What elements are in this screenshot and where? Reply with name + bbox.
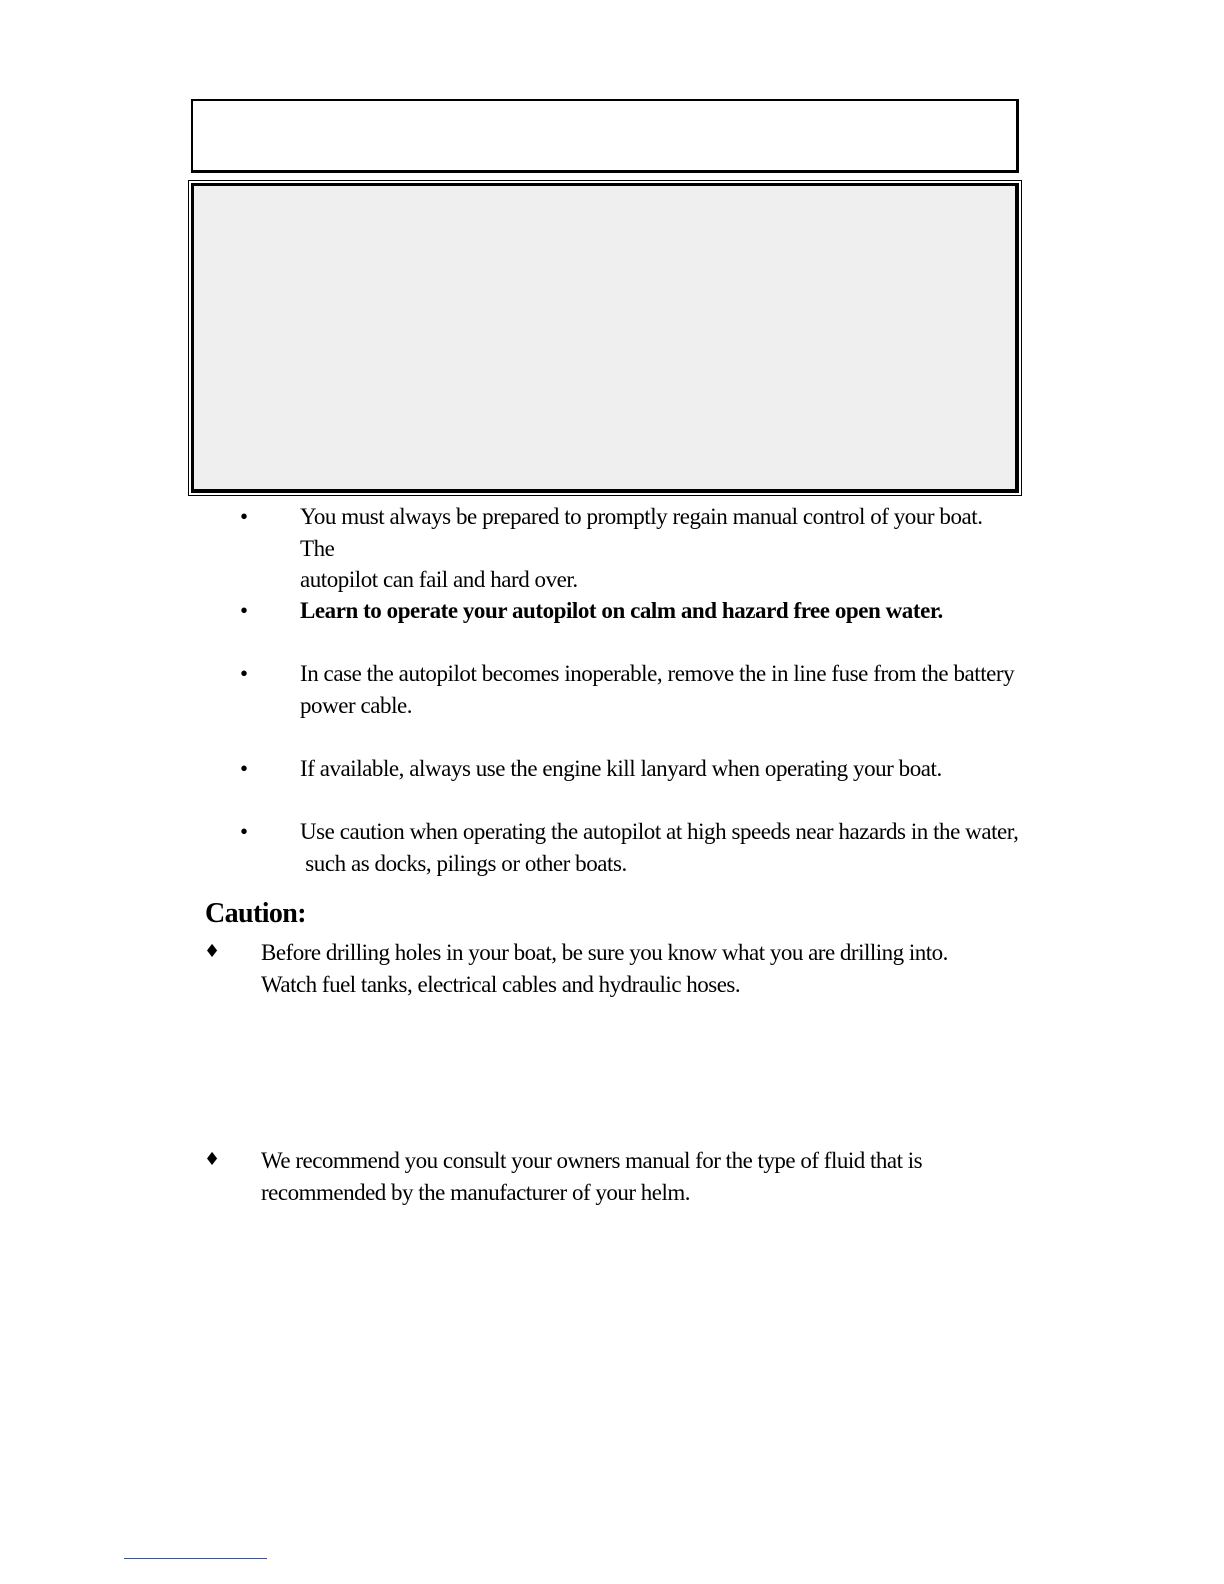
bullet-marker: • [240,661,249,686]
footer-rule [124,1558,267,1559]
bullet-line: Learn to operate your autopilot on calm and hazard free open water. [300,598,943,623]
bullet-line: such as docks, pilings or other boats. [300,850,627,876]
bullet-line: autopilot can fail and hard over. [300,567,578,592]
bullet-text [300,753,1020,785]
diamond-bullet-icon: ♦ [204,1149,221,1170]
caution-heading: Caution: [205,898,306,929]
bullet-marker: • [240,504,249,529]
caution-line: Watch fuel tanks, electrical cables and hydraulic hoses. [261,972,741,997]
bullet-marker: • [240,756,249,781]
caution-text [261,937,1001,1001]
diamond-bullet-icon: ♦ [204,941,221,962]
bullet-text [300,595,1020,627]
bullet-text [300,816,1020,879]
bullet-line: You must always be prepared to promptly regain manual control of your boat. The [300,504,983,561]
bullet-line: In case the autopilot becomes inoperable, remove the in line fuse from the battery [300,661,1015,686]
caution-line: recommended by the manufacturer of your helm. [261,1180,691,1205]
caution-line: We recommend you consult your owners manual for the type of fluid that is [261,1148,923,1173]
bullet-marker: • [240,598,249,623]
bullet-text [300,501,1020,596]
bullet-line: If available, always use the engine kill lanyard when operating your boat. [300,756,942,781]
bullet-text [300,658,1020,721]
title-box [191,99,1019,173]
bullet-line: power cable. [300,692,413,718]
caution-text [261,1145,1001,1209]
bullet-marker: • [240,819,249,844]
caution-line: Before drilling holes in your boat, be sure you know what you are drilling into. [261,940,948,965]
bullet-line: Use caution when operating the autopilot at high speeds near hazards in the water, [300,819,1019,844]
warning-box [191,183,1019,493]
